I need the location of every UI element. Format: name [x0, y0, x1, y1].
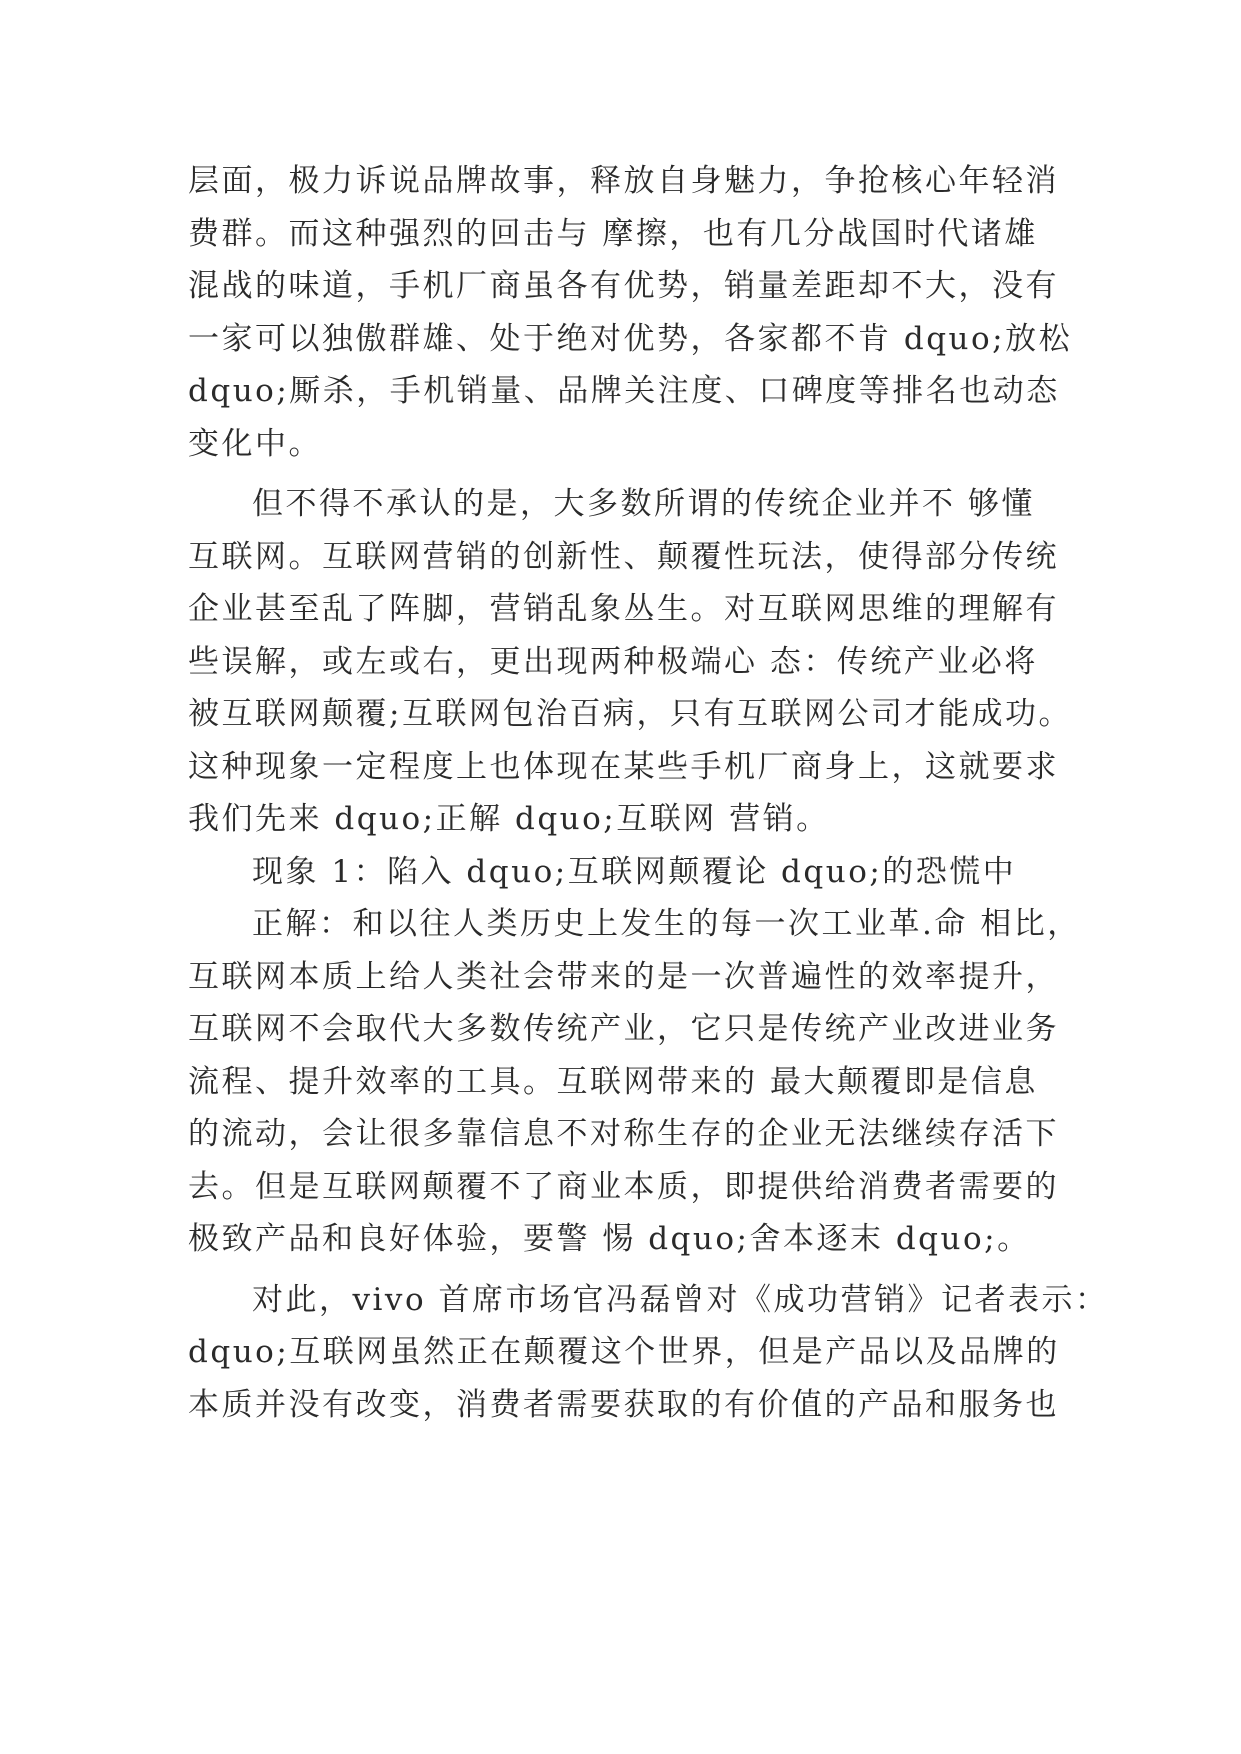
text-line: 些误解，或左或右，更出现两种极端心 态：传统产业必将: [188, 643, 1038, 680]
text-line: 我们先来 dquo;正解 dquo;互联网 营销。: [188, 801, 830, 837]
text-line: 互联网本质上给人类社会带来的是一次普遍性的效率提升，: [188, 958, 1059, 995]
text-line: 对此，vivo 首席市场官冯磊曾对《成功营销》记者表示：: [252, 1281, 1109, 1318]
text-line: 现象 1：陷入 dquo;互联网颠覆论 dquo;的恐慌中: [252, 853, 1017, 890]
text-line: 层面，极力诉说品牌故事，释放自身魅力，争抢核心年轻消: [188, 163, 1059, 199]
text-line: 变化中。: [188, 425, 322, 462]
text-line: 这种现象一定程度上也体现在某些手机厂商身上，这就要求: [188, 748, 1059, 785]
text-line: 一家可以独傲群雄、处于绝对优势，各家都不肯 dquo;放松: [188, 320, 1073, 357]
text-line: 的流动，会让很多靠信息不对称生存的企业无法继续存活下: [188, 1116, 1059, 1152]
text-line: 被互联网颠覆;互联网包治百病，只有互联网公司才能成功。: [188, 696, 1072, 732]
text-line: 互联网不会取代大多数传统产业，它只是传统产业改进业务: [188, 1011, 1059, 1047]
text-line: 流程、提升效率的工具。互联网带来的 最大颠覆即是信息: [188, 1063, 1038, 1100]
text-line: dquo;厮杀，手机销量、品牌关注度、口碑度等排名也动态: [188, 373, 1060, 409]
text-line: 本质并没有改变，消费者需要获取的有价值的产品和服务也: [188, 1386, 1059, 1423]
text-line: 企业甚至乱了阵脚，营销乱象丛生。对互联网思维的理解有: [188, 591, 1059, 627]
text-line: 正解：和以往人类历史上发生的每一次工业革.命 相比，: [252, 906, 1081, 942]
text-line: 互联网。互联网营销的创新性、颠覆性玩法，使得部分传统: [188, 538, 1059, 575]
text-line: 极致产品和良好体验，要警 惕 dquo;舍本逐末 dquo;。: [188, 1221, 1031, 1257]
text-line: dquo;互联网虽然正在颠覆这个世界，但是产品以及品牌的: [188, 1334, 1060, 1370]
text-line: 去。但是互联网颠覆不了商业本质，即提供给消费者需要的: [188, 1168, 1059, 1205]
text-line: 混战的味道，手机厂商虽各有优势，销量差距却不大，没有: [188, 268, 1059, 304]
text-line: 但不得不承认的是，大多数所谓的传统企业并不 够懂: [252, 486, 1035, 522]
document-body: [188, 155, 1109, 1431]
text-line: 费群。而这种强烈的回击与 摩擦，也有几分战国时代诸雄: [188, 215, 1038, 252]
